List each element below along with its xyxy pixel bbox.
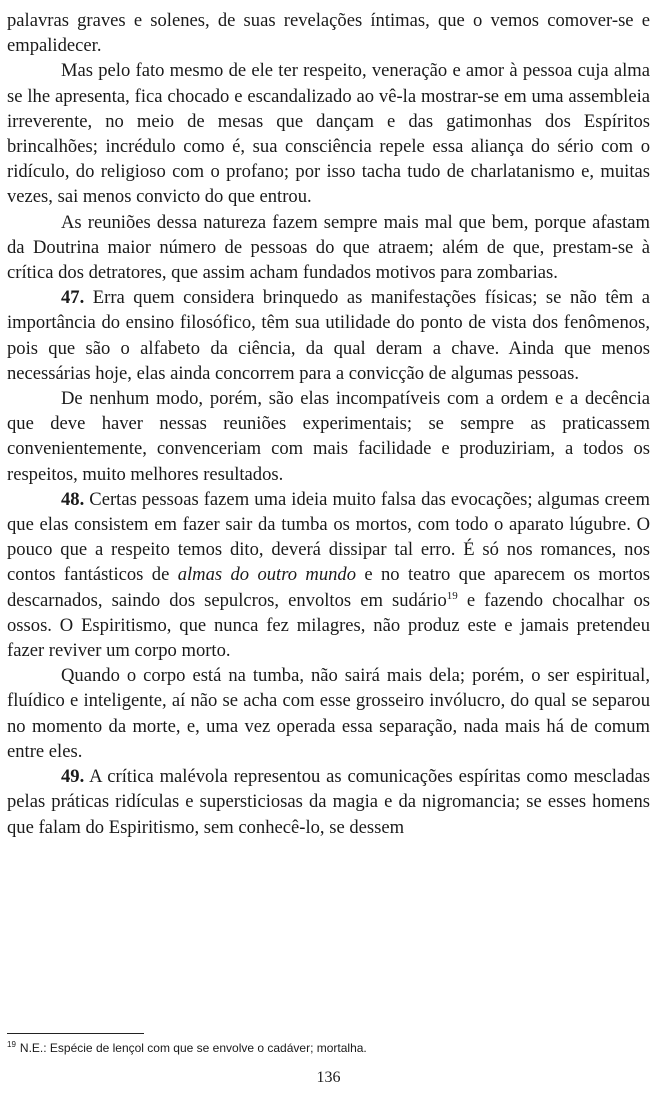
paragraph-text: Mas pelo fato mesmo de ele ter respeito, veneração e amor à pessoa cuja alma se lhe apresenta, fica chocado e escandalizado ao vê-la mostrar-se em uma assembleia irreverente, no meio de mesas que dançam e das gatimonhas dos Espíritos brincalhões; incrédulo como é, sua consciência repele essa aliança do sério com o ridículo, do religioso com o profano; por isso tacha tudo de charlatanismo e, muitas vezes, sai menos convicto do que entrou. — [7, 60, 650, 208]
body-text — [7, 8, 650, 840]
footnote-text: N.E.: Espécie de lençol com que se envolve o cadáver; mortalha. — [19, 1041, 367, 1055]
book-page — [7, 0, 650, 1095]
paragraph-text: Certas pessoas fazem uma ideia muito falsa das evocações; algumas creem que elas consistem em fazer sair da tumba os mortos, com todo o aparato lúgubre. O pouco que a respeito temos dito, deverá dissipar tal erro. É só nos romances, nos contos fantásticos de — [7, 488, 650, 586]
footnote-divider — [7, 1033, 144, 1034]
paragraph-number: 47. — [61, 287, 85, 309]
paragraph-text: De nenhum modo, porém, são elas incompatíveis com a ordem e a decência que deve haver nessas reuniões experimentais; se sempre as praticassem convenientemente, convenceriam com mais facilidade e produziriam, a todos os respeitos, muito melhores resultados. — [7, 388, 650, 485]
paragraph — [7, 663, 650, 764]
footnote — [7, 1040, 650, 1056]
paragraph — [7, 764, 650, 840]
paragraph-text: e no teatro que aparecem os mortos descarnados, saindo dos sepulcros, envoltos em sudário — [7, 564, 650, 611]
paragraph — [7, 285, 650, 386]
paragraph-text: As reuniões dessa natureza fazem sempre mais mal que bem, porque afastam da Doutrina maior número de pessoas do que atraem; além de que, prestam-se à crítica dos detratores, que assim acham fundados motivos para zombarias. — [7, 211, 650, 284]
paragraph — [7, 487, 650, 663]
footnote-reference: 19 — [446, 589, 458, 602]
paragraph-number: 48. — [61, 488, 85, 510]
paragraph-text: A crítica malévola representou as comunicações espíritas como mescladas pelas práticas ridículas e supersticiosas da magia e da nigromancia; se esses homens que falam do Espiritismo, sem conhecê-lo, se dessem — [7, 766, 650, 838]
footnote-mark: 19 — [7, 1040, 16, 1049]
paragraph — [7, 58, 650, 209]
paragraph-text: e fazendo chocalhar os ossos. O Espiritismo, que nunca fez milagres, não produz este e jamais pretendeu fazer reviver um corpo morto. — [7, 589, 650, 662]
page-number: 136 — [316, 1069, 341, 1086]
paragraph-text: Quando o corpo está na tumba, não sairá mais dela; porém, o ser espiritual, fluídico e inteligente, aí não se acha com esse grosseiro invólucro, do qual se separou no momento da morte, e, uma vez operada essa separação, nada mais há de comum entre eles. — [7, 665, 650, 762]
paragraph — [7, 386, 650, 487]
paragraph-text: Erra quem considera brinquedo as manifestações físicas; se não têm a importância do ensino filosófico, têm sua utilidade do ponto de vista dos fenômenos, pois que são o alfabeto da ciência, da qual deram a chave. Ainda que menos necessárias hoje, elas ainda concorrem para a convicção de algumas pessoas. — [7, 287, 650, 384]
italic-text: almas do outro mundo — [177, 564, 357, 586]
paragraph — [7, 8, 650, 58]
paragraph — [7, 210, 650, 286]
paragraph-text: palavras graves e solenes, de suas revelações íntimas, que o vemos comover-se e empalidecer. — [7, 10, 650, 57]
paragraph-number: 49. — [61, 766, 85, 788]
